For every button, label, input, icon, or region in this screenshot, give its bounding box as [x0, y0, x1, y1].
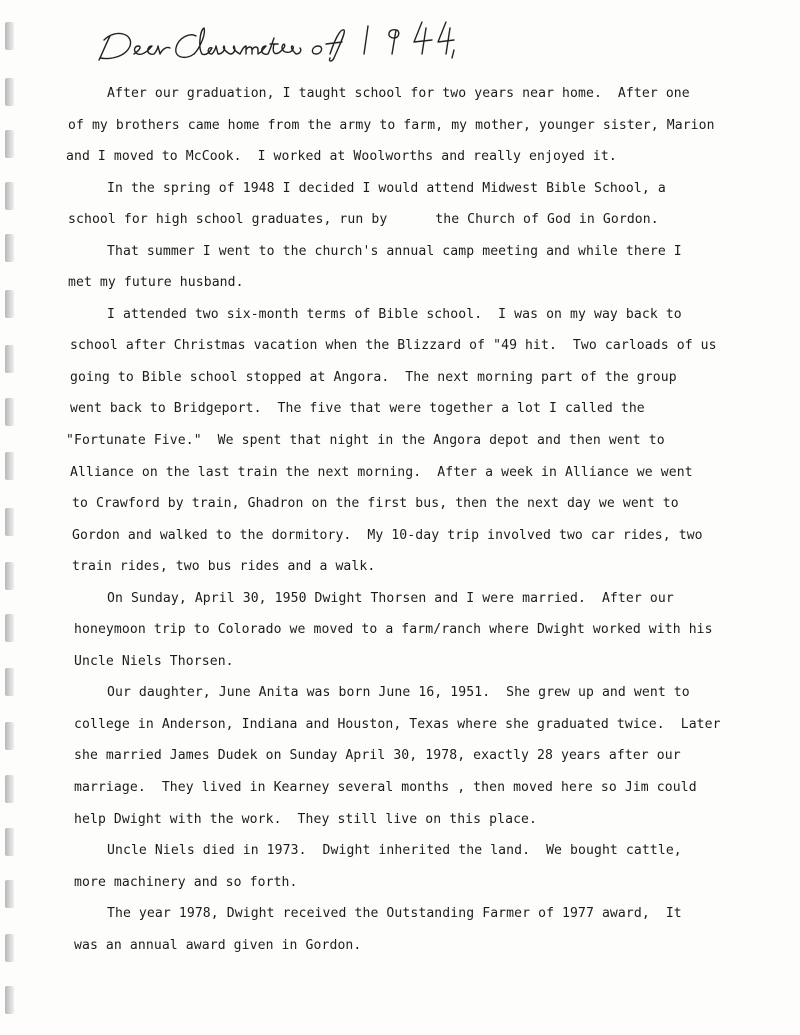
- text-line: On Sunday, April 30, 1950 Dwight Thorsen and I were married. After our: [107, 590, 674, 606]
- handwritten-salutation-drawing: [96, 14, 456, 64]
- binding-hole: [5, 345, 14, 373]
- text-line: "Fortunate Five." We spent that night in the Angora depot and then went to: [66, 433, 665, 449]
- binding-hole: [5, 234, 14, 262]
- binding-hole: [5, 130, 14, 158]
- binding-hole: [5, 562, 14, 590]
- binding-hole: [5, 182, 14, 210]
- text-line: Uncle Niels died in 1973. Dwight inherited the land. We bought cattle,: [107, 843, 682, 859]
- binding-hole: [5, 614, 14, 642]
- text-line: of my brothers came home from the army to farm, my mother, younger sister, Marion: [68, 117, 715, 133]
- text-line: school after Christmas vacation when the Blizzard of "49 hit. Two carloads of us: [70, 338, 717, 354]
- binding-hole: [5, 78, 14, 106]
- text-line: In the spring of 1948 I decided I would attend Midwest Bible School, a: [107, 180, 666, 196]
- text-line: Gordon and walked to the dormitory. My 10-day trip involved two car rides, two: [72, 527, 703, 543]
- binding-hole: [5, 828, 14, 856]
- binding-hole: [5, 290, 14, 318]
- text-line: honeymoon trip to Colorado we moved to a farm/ranch where Dwight worked with his: [74, 622, 713, 638]
- text-line: she married James Dudek on Sunday April 30, 1978, exactly 28 years after our: [74, 748, 681, 764]
- text-line: and I moved to McCook. I worked at Woolworths and really enjoyed it.: [66, 149, 617, 165]
- text-line: After our graduation, I taught school for two years near home. After one: [107, 86, 690, 101]
- binding-hole: [5, 22, 14, 50]
- text-line: Uncle Niels Thorsen.: [74, 653, 234, 669]
- text-line: was an annual award given in Gordon.: [74, 937, 362, 953]
- text-line: The year 1978, Dwight received the Outstanding Farmer of 1977 award, It: [107, 906, 682, 922]
- binding-hole: [5, 722, 14, 750]
- text-line: Alliance on the last train the next morning. After a week in Alliance we went: [70, 464, 693, 480]
- text-line: train rides, two bus rides and a walk.: [72, 559, 376, 575]
- text-line: help Dwight with the work. They still live on this place.: [74, 811, 538, 827]
- salutation-text: [456, 14, 457, 15]
- text-line: went back to Bridgeport. The five that were together a lot I called the: [70, 401, 645, 417]
- binding-hole: [5, 398, 14, 426]
- text-line: Our daughter, June Anita was born June 16, 1951. She grew up and went to: [107, 685, 690, 701]
- text-line: marriage. They lived in Kearney several months , then moved here so Jim could: [74, 780, 697, 796]
- letter-body: [66, 78, 756, 961]
- text-line: school for high school graduates, run by the Church of God in Gordon.: [68, 212, 659, 228]
- binding-hole: [5, 986, 14, 1014]
- binding-holes: [5, 0, 19, 1035]
- text-line: to Crawford by train, Ghadron on the first bus, then the next day we went to: [72, 496, 679, 512]
- text-line: met my future husband.: [68, 275, 244, 291]
- handwritten-salutation: [96, 14, 456, 64]
- binding-hole: [5, 775, 14, 803]
- binding-hole: [5, 934, 14, 962]
- text-line: That summer I went to the church's annual camp meeting and while there I: [107, 243, 682, 259]
- binding-hole: [5, 452, 14, 480]
- text-line: I attended two six-month terms of Bible school. I was on my way back to: [107, 306, 682, 322]
- text-line: going to Bible school stopped at Angora. The next morning part of the group: [70, 369, 677, 385]
- binding-hole: [5, 668, 14, 696]
- text-line: more machinery and so forth.: [74, 874, 298, 890]
- binding-hole: [5, 508, 14, 536]
- text-line: college in Anderson, Indiana and Houston, Texas where she graduated twice. Later: [74, 716, 721, 732]
- binding-hole: [5, 880, 14, 908]
